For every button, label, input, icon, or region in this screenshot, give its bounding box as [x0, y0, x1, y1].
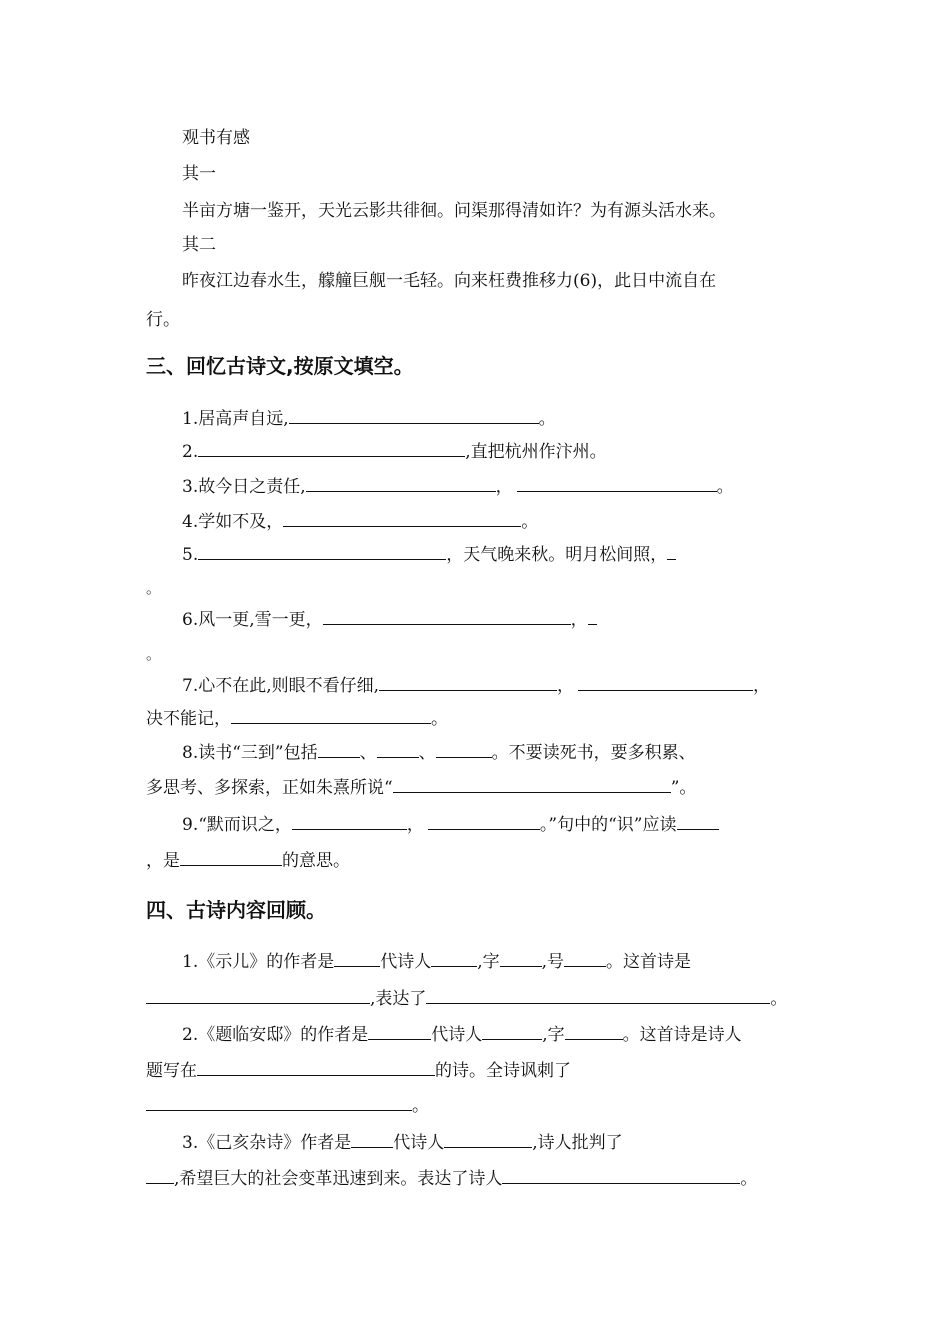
s4-q1: [182, 950, 812, 973]
s3-q8-text3: 多思考、多探索，正如朱熹所说“: [146, 778, 393, 798]
s3-q4: [182, 510, 812, 533]
s3-q6-sep: ，: [570, 610, 588, 630]
answer-blank[interactable]: [368, 1023, 431, 1040]
answer-blank[interactable]: [198, 543, 446, 560]
poem-part2-line-b: 行。: [146, 310, 180, 330]
s4-q2-cont: [146, 1059, 812, 1082]
s4-q1-text4: ,号: [541, 952, 565, 972]
s3-q9-sep: ，: [406, 815, 424, 835]
poem-title-text: 观书有感: [182, 128, 250, 148]
poem-part2-label: [182, 234, 812, 256]
s3-q2-num: 2.: [182, 442, 199, 462]
s4-q3-text: 3.《己亥杂诗》作者是: [182, 1133, 352, 1153]
s4-q2-text3: ,字: [542, 1025, 565, 1045]
s4-q1-end: 。: [770, 989, 788, 1009]
s3-q6: [182, 608, 812, 631]
s4-q1-text2: 代诗人: [380, 952, 432, 972]
poem-part2-text: [182, 270, 812, 292]
poem-part2-label-text: 其二: [182, 235, 216, 255]
s3-q5-text: ，天气晚来秋。明月松间照，: [446, 545, 668, 565]
answer-blank[interactable]: [306, 475, 496, 492]
answer-blank[interactable]: [436, 741, 492, 758]
answer-blank[interactable]: [231, 707, 431, 724]
s3-q7: [182, 674, 812, 697]
s3-q8-sep2: 、: [418, 743, 436, 763]
section3-heading-text: 三、回忆古诗文,按原文填空。: [146, 354, 414, 378]
s3-q5: [182, 543, 812, 566]
s4-q3-text4: ,希望巨大的社会变革迅速到来。表达了诗人: [174, 1169, 503, 1189]
answer-blank[interactable]: [502, 1167, 740, 1184]
answer-blank[interactable]: [289, 407, 539, 424]
s4-q3-end: 。: [740, 1169, 758, 1189]
answer-blank[interactable]: [318, 741, 360, 758]
answer-blank[interactable]: [146, 987, 370, 1004]
poem-part1-text: [182, 200, 812, 222]
s4-q1-text5: 。这首诗是: [606, 952, 692, 972]
s3-q7-cont: [146, 707, 812, 730]
answer-blank[interactable]: [428, 813, 540, 830]
s3-q8-cont: [146, 776, 812, 799]
s3-q4-text: 4.学如不及，: [182, 512, 284, 532]
s4-q1-text: 1.《示儿》的作者是: [182, 952, 335, 972]
s4-q2-text5: 题写在: [146, 1061, 197, 1081]
s3-q7-sep1: ，: [557, 676, 575, 696]
section4-heading-text: 四、古诗内容回顾。: [146, 898, 326, 922]
s3-q2: [182, 440, 812, 463]
s3-q9-text3: ，是: [146, 851, 180, 871]
s3-q1-text: 1.居高声自远,: [182, 409, 289, 429]
answer-blank[interactable]: [578, 674, 753, 691]
s3-q9: [182, 813, 812, 836]
s3-q3-sep: ，: [495, 477, 513, 497]
s3-q7-text: 7.心不在此,则眼不看仔细,: [182, 676, 380, 696]
s3-q7-sep2: ，: [753, 676, 771, 696]
s3-q7-end: 。: [431, 709, 448, 729]
s3-q8-text2: 。不要读死书，要多积累、: [491, 743, 696, 763]
s4-q2-text6: 的诗。全诗讽刺了: [435, 1061, 571, 1081]
poem-part1-label: [182, 163, 812, 185]
s3-q6-end: 。: [146, 645, 162, 663]
s4-q3-cont: [146, 1167, 812, 1190]
answer-blank[interactable]: [292, 813, 407, 830]
answer-blank[interactable]: [431, 950, 477, 967]
s3-q9-text2: 。”句中的“识”应读: [539, 815, 677, 835]
s4-q1-text3: ,字: [477, 952, 500, 972]
section4-heading: [146, 899, 812, 921]
s3-q3-text: 3.故今日之责任,: [182, 477, 306, 497]
answer-blank[interactable]: [180, 849, 282, 866]
s4-q1-cont: [146, 987, 812, 1010]
s4-q2: [182, 1023, 812, 1046]
s3-q6-cont: [146, 643, 812, 665]
s4-q3-text3: ,诗人批判了: [532, 1133, 623, 1153]
answer-blank[interactable]: [351, 1131, 393, 1148]
s3-q9-text: 9.“默而识之，: [182, 815, 292, 835]
answer-blank[interactable]: [393, 776, 671, 793]
answer-blank[interactable]: [482, 1023, 542, 1040]
s4-q2-end: 。: [412, 1096, 429, 1116]
s3-q1-end: 。: [538, 409, 556, 429]
s4-q2-text2: 代诗人: [431, 1025, 483, 1045]
poem-part1-line: 半亩方塘一鉴开，天光云影共徘徊。问渠那得清如许？为有源头活水来。: [182, 201, 726, 221]
answer-blank[interactable]: [197, 1059, 435, 1076]
answer-blank[interactable]: [667, 543, 676, 560]
answer-blank[interactable]: [146, 1094, 412, 1111]
s3-q5-num: 5.: [182, 545, 199, 565]
answer-blank[interactable]: [283, 510, 521, 527]
answer-blank[interactable]: [677, 813, 719, 830]
s3-q4-end: 。: [521, 512, 539, 532]
s4-q2-text: 2.《题临安邸》的作者是: [182, 1025, 369, 1045]
poem-part2-text-cont: [146, 309, 812, 331]
s3-q9-cont: [146, 849, 812, 872]
answer-blank[interactable]: [323, 608, 571, 625]
s4-q3: [182, 1131, 812, 1154]
s4-q3-text2: 代诗人: [393, 1133, 445, 1153]
answer-blank[interactable]: [444, 1131, 532, 1148]
s3-q8-text: 8.读书“三到”包括: [182, 743, 318, 763]
s3-q9-end: 的意思。: [282, 851, 350, 871]
s3-q5-end: 。: [146, 579, 162, 597]
s3-q5-cont: [146, 577, 812, 599]
poem-part1-label-text: 其一: [182, 164, 216, 184]
s3-q3-end: 。: [716, 477, 734, 497]
s3-q1: [182, 407, 812, 430]
answer-blank[interactable]: [146, 1167, 174, 1184]
s3-q2-text: ,直把杭州作汴州。: [465, 442, 607, 462]
s4-q2-cont2: [146, 1094, 812, 1117]
s4-q2-text4: 。这首诗是诗人: [622, 1025, 742, 1045]
answer-blank[interactable]: [334, 950, 380, 967]
s3-q8-sep1: 、: [359, 743, 377, 763]
s3-q8-end: ”。: [670, 778, 697, 798]
s4-q1-text6: ,表达了: [370, 989, 427, 1009]
answer-blank[interactable]: [564, 950, 606, 967]
s3-q3: [182, 475, 812, 498]
answer-blank[interactable]: [198, 440, 465, 457]
poem-title: [182, 127, 812, 149]
answer-blank[interactable]: [426, 987, 770, 1004]
answer-blank[interactable]: [379, 674, 557, 691]
answer-blank[interactable]: [500, 950, 542, 967]
answer-blank[interactable]: [588, 608, 597, 625]
poem-part2-line-a: 昨夜江边春水生，艨艟巨舰一毛轻。向来枉费推移力(6)，此日中流自在: [182, 271, 717, 291]
answer-blank[interactable]: [377, 741, 419, 758]
s3-q8: [182, 741, 812, 764]
s3-q6-text: 6.风一更,雪一更，: [182, 610, 323, 630]
answer-blank[interactable]: [517, 475, 717, 492]
answer-blank[interactable]: [565, 1023, 623, 1040]
section3-heading: [146, 355, 812, 377]
s3-q7-text2: 决不能记，: [146, 709, 231, 729]
